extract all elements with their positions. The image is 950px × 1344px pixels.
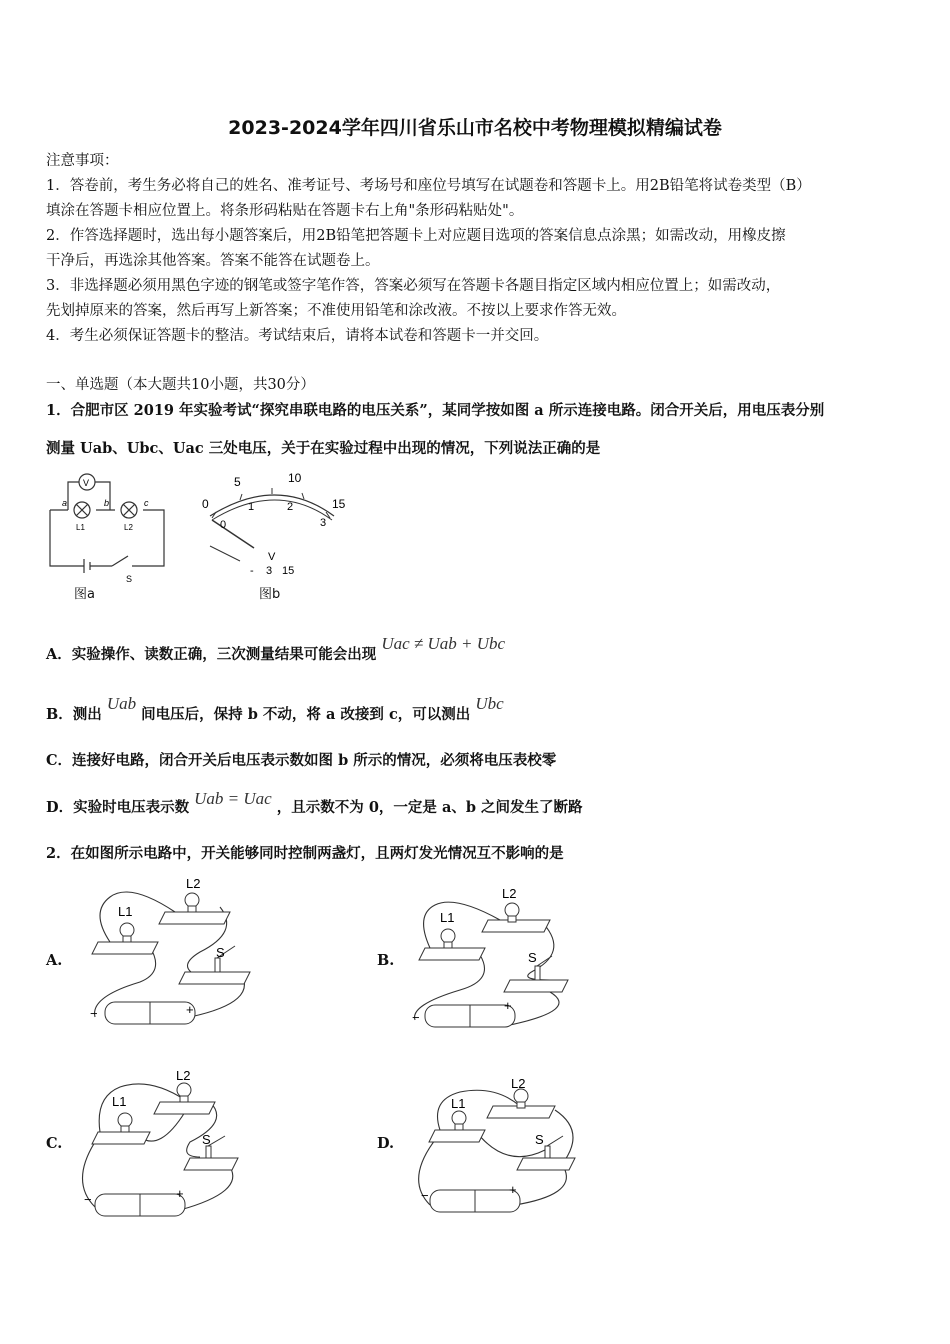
meter-bottom-0: 0 [220, 519, 227, 531]
q2-diagram-c [70, 1062, 260, 1222]
option-d-text-1: 实验时电压表示数 [73, 799, 190, 816]
q2a-label-minus: − [90, 1006, 98, 1021]
q2d-label-l1: L1 [451, 1096, 466, 1111]
q2-option-b[interactable]: B. [377, 952, 395, 969]
q2a-label-l1: L1 [118, 904, 133, 919]
meter-top-10: 10 [288, 471, 302, 485]
option-d-formula: Uab = Uac [194, 789, 272, 808]
q2b-label-plus: + [504, 998, 512, 1013]
q2d-label-plus: + [509, 1182, 517, 1197]
figure-a-circuit [40, 470, 175, 600]
figure-a-caption: 图a [74, 587, 95, 602]
notice-line: 2．作答选择题时，选出每小题答案后，用2B铅笔把答题卡上对应题目选项的答案信息点涂黑；如需改动，用橡皮擦 [46, 228, 786, 244]
circuit-label-b: b [104, 498, 110, 508]
figure-b-caption: 图b [259, 587, 281, 602]
q2-diagram-a [70, 872, 260, 1032]
q2c-label-l1: L1 [112, 1094, 127, 1109]
q2a-label-s: S [216, 945, 225, 960]
option-b-text-1: 测出 [72, 706, 102, 723]
figure-b-voltmeter [192, 466, 357, 578]
option-b-formula-2: Ubc [475, 694, 504, 713]
q2-diagram-b [400, 880, 590, 1040]
option-d-label: D． [46, 799, 74, 816]
option-b-label: B． [46, 706, 73, 723]
q2d-label-s: S [535, 1132, 544, 1147]
q2c-label-s: S [202, 1132, 211, 1147]
meter-bottom-3: 3 [320, 517, 327, 529]
q2-diagram-d [405, 1070, 595, 1220]
meter-terminal-minus: - [250, 565, 254, 577]
option-b[interactable] [46, 694, 504, 724]
notice-line: 4．考生必须保证答题卡的整洁。考试结束后，请将本试卷和答题卡一并交回。 [46, 328, 549, 344]
option-a-text: 实验操作、读数正确，三次测量结果可能会出现 [71, 646, 377, 663]
q2b-label-l1: L1 [440, 910, 455, 925]
q2-option-d[interactable]: D. [377, 1135, 395, 1152]
circuit-label-c: c [144, 498, 149, 508]
q2b-label-l2: L2 [502, 886, 517, 901]
option-c-label: C． [46, 752, 73, 769]
notice-line: 干净后，再选涂其他答案。答案不能答在试题卷上。 [46, 253, 380, 269]
option-d-text-2: ，且示数不为 0，一定是 a、b 之间发生了断路 [276, 799, 583, 816]
page-title: 2023-2024学年四川省乐山市名校中考物理模拟精编试卷 [228, 117, 722, 139]
circuit-label-s: S [126, 574, 133, 584]
meter-top-15: 15 [332, 497, 346, 511]
option-d[interactable] [46, 789, 583, 817]
q2c-label-l2: L2 [176, 1068, 191, 1083]
q2-option-a[interactable]: A. [46, 952, 63, 969]
notice-line: 1．答卷前，考生务必将自己的姓名、准考证号、考场号和座位号填写在试题卷和答题卡上。用2B铅笔将试卷类型（B） [46, 178, 811, 194]
option-b-formula-1: Uab [106, 694, 137, 713]
q2d-label-minus: − [421, 1188, 429, 1203]
circuit-label-a: a [62, 498, 68, 508]
circuit-label-l2: L2 [124, 523, 133, 532]
option-b-text-2: 间电压后，保持 b 不动，将 a 改接到 c，可以测出 [141, 706, 471, 723]
circuit-label-v: V [83, 478, 90, 488]
meter-terminal-3: 3 [266, 565, 273, 577]
q2d-label-l2: L2 [511, 1076, 526, 1091]
option-c-text: 连接好电路，闭合开关后电压表示数如图 b 所示的情况，必须将电压表校零 [72, 752, 557, 769]
question-1-stem: 1．合肥市区 2019 年实验考试“探究串联电路的电压关系”，某同学按如图 a 所示连接电路。闭合开关后，用电压表分别 [46, 402, 825, 419]
q2c-label-minus: − [84, 1192, 92, 1207]
meter-top-5: 5 [234, 475, 241, 489]
option-a-formula: Uac ≠ Uab + Ubc [381, 634, 506, 653]
question-2-stem: 2．在如图所示电路中，开关能够同时控制两盏灯，且两灯发光情况互不影响的是 [46, 845, 564, 862]
q2-option-c[interactable]: C. [46, 1135, 63, 1152]
notice-line: 先划掉原来的答案，然后再写上新答案；不准使用铅笔和涂改液。不按以上要求作答无效。 [46, 303, 626, 319]
question-1-stem-2: 测量 Uab、Ubc、Uac 三处电压，关于在实验过程中出现的情况，下列说法正确的是 [46, 440, 601, 457]
q2a-label-plus: + [186, 1002, 194, 1017]
notice-line: 填涂在答题卡相应位置上。将条形码粘贴在答题卡右上角"条形码粘贴处"。 [46, 203, 524, 219]
circuit-label-l1: L1 [76, 523, 85, 532]
meter-top-0: 0 [202, 497, 209, 511]
notice-line: 3．非选择题必须用黑色字迹的钢笔或签字笔作答，答案必须写在答题卡各题目指定区域内相应位置上；如需改动， [46, 278, 781, 294]
q2b-label-minus: − [412, 1010, 420, 1025]
meter-bottom-2: 2 [287, 501, 294, 513]
meter-bottom-1: 1 [248, 501, 255, 513]
option-a[interactable] [46, 634, 506, 664]
q2b-label-s: S [528, 950, 537, 965]
q2a-label-l2: L2 [186, 876, 201, 891]
notice-heading: 注意事项： [46, 153, 119, 169]
option-a-label: A． [46, 646, 72, 663]
q2c-label-plus: + [176, 1186, 184, 1201]
option-c[interactable] [46, 749, 556, 770]
meter-terminal-15: 15 [282, 565, 295, 577]
meter-unit: V [268, 551, 276, 563]
section-heading: 一、单选题（本大题共10小题，共30分） [46, 377, 315, 393]
